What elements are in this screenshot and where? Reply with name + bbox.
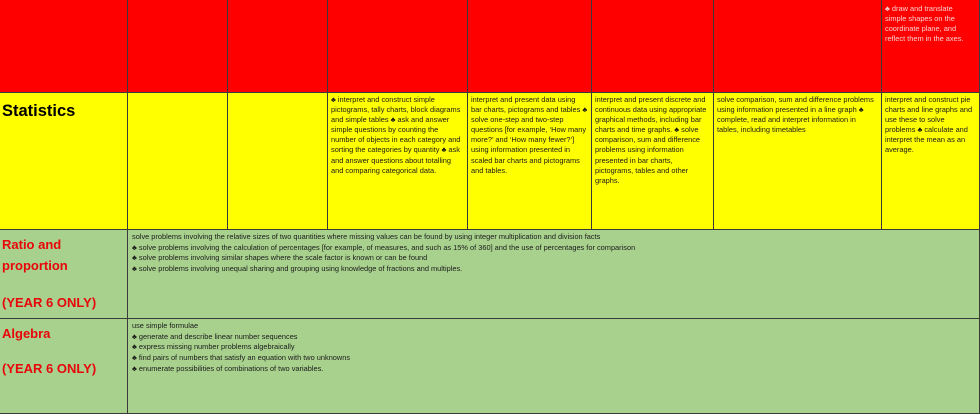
- ratio-heading-spacer: [2, 276, 127, 292]
- algebra-line: ♣ find pairs of numbers that satisfy an equation with two unknowns: [132, 353, 351, 363]
- algebra-line: use simple formulae: [132, 321, 199, 330]
- statistics-heading-cell: [0, 93, 128, 230]
- geometry-heading-cell: [0, 0, 128, 93]
- statistics-year2-empty-cell: [228, 93, 328, 230]
- algebra-heading-note: (YEAR 6 ONLY): [2, 361, 97, 376]
- statistics-year2-text: ♣ interpret and construct simple pictograms, tally charts, block diagrams and simple tables ♣ ask and answer simple questions by counting the number of objects in each category and sorting the categories by quantity ♣ ask and answer questions about totalling and comparing categorical data.: [331, 95, 461, 175]
- statistics-year1-cell: [128, 93, 228, 230]
- ratio-heading: [0, 230, 127, 313]
- geometry-year6-text: ♣ draw and translate simple shapes on the coordinate plane, and reflect them in the axes.: [885, 4, 964, 44]
- geometry-year6-cell: [714, 0, 882, 93]
- statistics-year3-cell: [468, 93, 592, 230]
- algebra-line: ♣ generate and describe linear number sequences: [132, 331, 298, 341]
- statistics-year6-text: interpret and construct pie charts and line graphs and use these to solve problems ♣ calculate and interpret the mean as an average.: [885, 95, 973, 155]
- algebra-heading-line: Algebra: [2, 326, 51, 341]
- statistics-year3-text: interpret and present data using bar charts, pictograms and tables ♣ solve one-step and two-step questions [for example, ‘How many more?’ and ‘How many fewer?’] using information presented in scaled bar charts and pictograms and tables.: [471, 95, 588, 175]
- geometry-year5-cell: [592, 0, 714, 93]
- statistics-year6-cell: [882, 93, 980, 230]
- algebra-heading-cell: [0, 319, 128, 414]
- ratio-text: [128, 230, 979, 275]
- ratio-heading-line2: proportion: [2, 258, 68, 273]
- ratio-line: ♣ solve problems involving similar shapes where the scale factor is known or can be found: [132, 253, 428, 263]
- algebra-heading-spacer: [2, 344, 127, 358]
- statistics-year4-cell: [592, 93, 714, 230]
- statistics-heading: Statistics: [2, 102, 76, 120]
- ratio-content-cell: [128, 230, 980, 319]
- geometry-year3-cell: [328, 0, 468, 93]
- statistics-year5-text: solve comparison, sum and difference problems using information presented in a line graph ♣ complete, read and interpret information in tables, including timetables: [717, 95, 874, 135]
- geometry-year6b-cell: [882, 0, 980, 93]
- algebra-line: ♣ express missing number problems algebraically: [132, 342, 295, 352]
- statistics-year2-cell: [328, 93, 468, 230]
- ratio-heading-cell: [0, 230, 128, 319]
- algebra-line: ♣ enumerate possibilities of combinations of two variables.: [132, 363, 324, 373]
- algebra-heading: [0, 319, 127, 379]
- algebra-content-cell: [128, 319, 980, 414]
- ratio-heading-note: (YEAR 6 ONLY): [2, 295, 97, 310]
- ratio-line: ♣ solve problems involving unequal sharing and grouping using knowledge of fractions and multiples.: [132, 264, 463, 274]
- algebra-text: [128, 319, 979, 375]
- ratio-line: solve problems involving the relative sizes of two quantities where missing values can be found by using integer multiplication and division facts: [132, 232, 601, 241]
- geometry-year2-cell: [228, 0, 328, 93]
- statistics-year5-cell: [714, 93, 882, 230]
- geometry-year1-cell: [128, 0, 228, 93]
- ratio-line: ♣ solve problems involving the calculation of percentages [for example, of measures, and such as 15% of 360] and the use of percentages for comparison: [132, 242, 636, 252]
- geometry-year4-cell: [468, 0, 592, 93]
- ratio-heading-line1: Ratio and: [2, 237, 62, 252]
- statistics-year4-text: interpret and present discrete and continuous data using appropriate graphical methods, including bar charts and time graphs. ♣ solve comparison, sum and difference problems using information presented in bar charts, pictograms, tables and other graphs.: [595, 95, 707, 185]
